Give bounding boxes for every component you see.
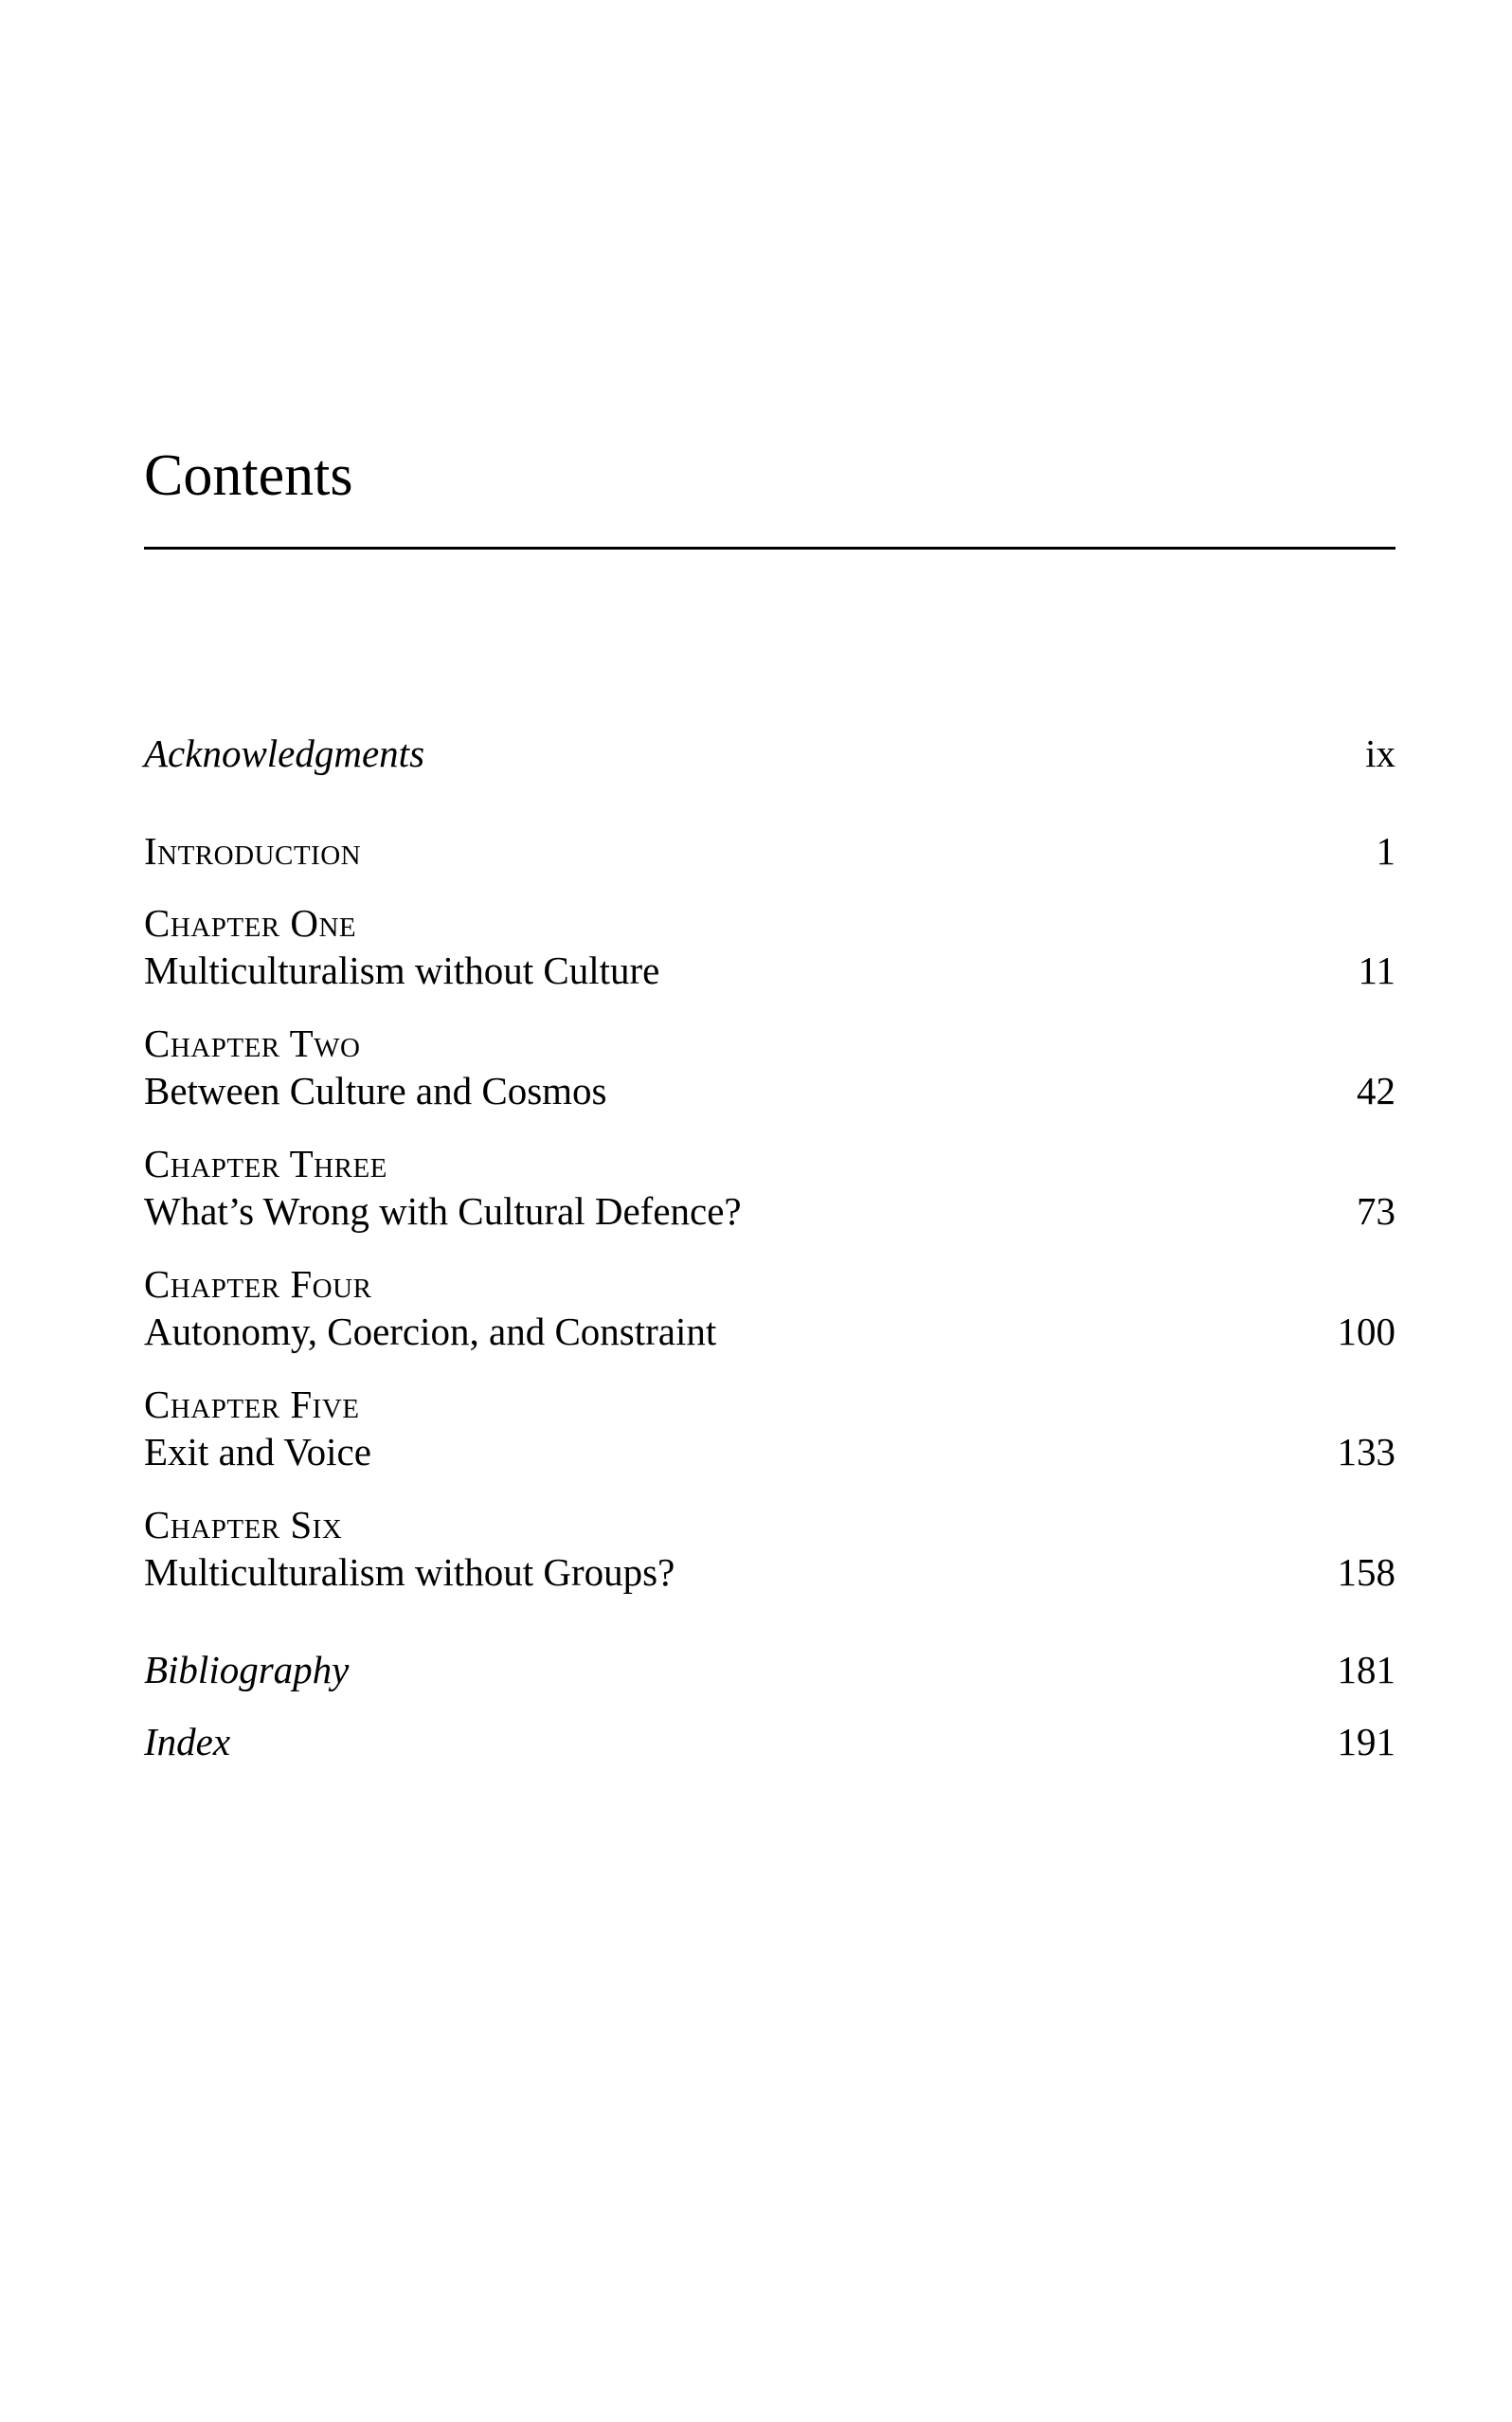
toc-entry-chapter-one[interactable] xyxy=(144,899,1395,994)
toc-chapter-label: Chapter Four xyxy=(144,1262,372,1306)
toc-entry-title: Multiculturalism without Culture xyxy=(144,949,660,992)
toc-chapter-label: Chapter Three xyxy=(144,1142,387,1185)
toc-entry-title: Bibliography xyxy=(144,1648,350,1691)
toc-chapter-label: Chapter Six xyxy=(144,1503,343,1546)
toc-entry-row xyxy=(144,947,1395,994)
toc-entry-row xyxy=(144,827,1395,875)
toc-entry-row xyxy=(144,1067,1395,1114)
toc-entry-page-number: 158 xyxy=(1337,1550,1395,1594)
toc-entry-row xyxy=(144,1187,1395,1235)
toc-chapter-label: Chapter Five xyxy=(144,1383,360,1426)
toc-entry-page-number: 11 xyxy=(1358,949,1395,992)
toc-entry-page-number: 181 xyxy=(1337,1648,1395,1691)
toc-entry-page-number: 100 xyxy=(1337,1310,1395,1353)
toc-chapter-label: Chapter Two xyxy=(144,1021,361,1065)
toc-entry-title: Autonomy, Coercion, and Constraint xyxy=(144,1310,717,1353)
toc-entry-chapter-three[interactable] xyxy=(144,1140,1395,1235)
toc-entry-title: What’s Wrong with Cultural Defence? xyxy=(144,1189,742,1233)
toc-entry-row xyxy=(144,1646,1395,1693)
toc-entry-page-number: 133 xyxy=(1337,1430,1395,1473)
toc-entry-page-number: 1 xyxy=(1376,829,1395,873)
toc-entry-title: Multiculturalism without Groups? xyxy=(144,1550,675,1594)
toc-entry-title: Exit and Voice xyxy=(144,1430,371,1473)
toc-entry-row xyxy=(144,1718,1395,1765)
toc-entry-row xyxy=(144,1548,1395,1596)
toc-entry-chapter-five[interactable] xyxy=(144,1381,1395,1475)
toc-entry-row xyxy=(144,730,1395,777)
toc-entry-title: Acknowledgments xyxy=(144,732,425,775)
toc-entry-row xyxy=(144,1428,1395,1475)
toc-entry-page-number: 42 xyxy=(1357,1069,1395,1112)
toc-entry-page-number: 73 xyxy=(1357,1189,1395,1233)
toc-entry-acknowledgments[interactable] xyxy=(144,730,1395,777)
toc-entry-introduction[interactable] xyxy=(144,827,1395,875)
toc-entry-chapter-two[interactable] xyxy=(144,1020,1395,1114)
toc-entry-chapter-six[interactable] xyxy=(144,1501,1395,1596)
toc-entry-chapter-four[interactable] xyxy=(144,1260,1395,1355)
toc-entry-bibliography[interactable] xyxy=(144,1646,1395,1693)
toc-entry-row xyxy=(144,1308,1395,1355)
toc-entry-title: Introduction xyxy=(144,829,362,873)
toc-chapter-label: Chapter One xyxy=(144,901,357,945)
toc-entry-page-number: 191 xyxy=(1337,1720,1395,1763)
page-title: Contents xyxy=(144,443,353,508)
title-divider xyxy=(144,547,1395,550)
toc-entry-title: Between Culture and Cosmos xyxy=(144,1069,607,1112)
toc-entry-title: Index xyxy=(144,1720,231,1763)
toc-entry-page-number: ix xyxy=(1365,732,1395,775)
toc-entry-index[interactable] xyxy=(144,1718,1395,1765)
